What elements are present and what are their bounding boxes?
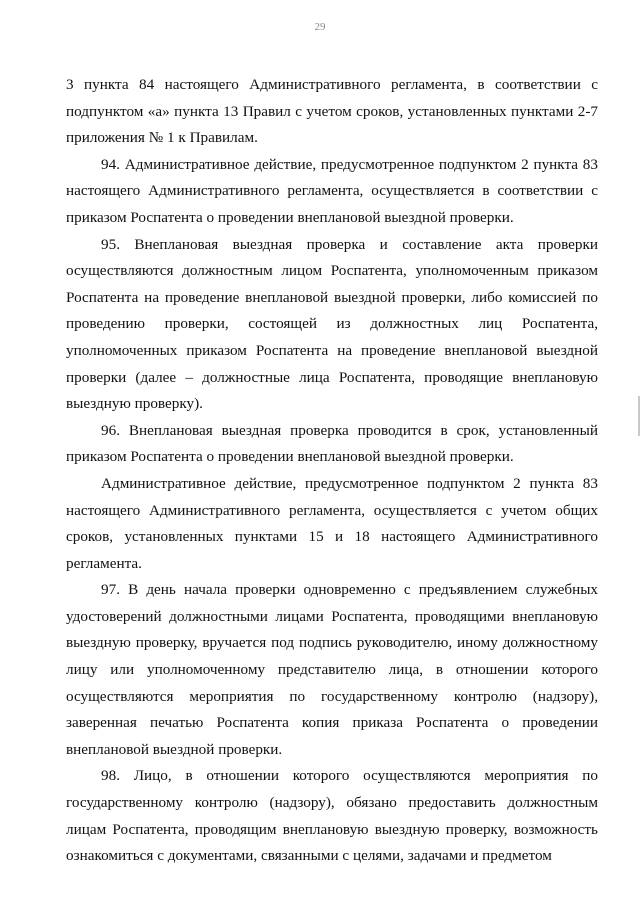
paragraph-number: 95. <box>101 235 120 253</box>
paragraph-text: В день начала проверки одновременно с предъявлением служебных удостоверений должностными лицами Роспатента, проводящими внеплановую выездную проверку, вручается под подпись руководителю, иному должностному лицу или уполномоченному представителю лица, в отношении которого осуществляются мероприятия по государственному контролю (надзору), заверенная печатью Роспатента копия приказа Роспатента о проведении внеплановой выездной проверки. <box>66 581 598 758</box>
document-body <box>66 72 598 870</box>
paragraph-text: 3 пункта 84 настоящего Административного регламента, в соответствии с подпунктом «а» пункта 13 Правил с учетом сроков, установленных пунктами 2-7 приложения № 1 к Правилам. <box>66 76 598 147</box>
paragraph-94 <box>66 152 598 232</box>
paragraph-number: 97. <box>101 581 120 599</box>
paragraph-96 <box>66 418 598 471</box>
paragraph-text: Административное действие, предусмотренное подпунктом 2 пункта 83 настоящего Административного регламента, осуществляется с учетом общих сроков, установленных пунктами 15 и 18 настоящего Административного регламента. <box>66 474 598 572</box>
paragraph-number: 96. <box>101 421 120 439</box>
paragraph-96-continuation <box>66 471 598 577</box>
paragraph-number: 98. <box>101 767 120 785</box>
paragraph-97 <box>66 577 598 763</box>
paragraph-text: Внеплановая выездная проверка проводится в срок, установленный приказом Роспатента о проведении внеплановой выездной проверки. <box>66 421 599 466</box>
paragraph-text: Внеплановая выездная проверка и составление акта проверки осуществляются должностным лицом Роспатента, уполномоченным приказом Роспатента на проведение внеплановой выездной проверки, либо комиссией по проведению проверки, состоящей из должностных лиц Роспатента, уполномоченных приказом Роспатента на проведение внеплановой выездной проверки (далее – должностные лица Роспатента, проводящие внеплановую выездную проверку). <box>66 235 599 413</box>
paragraph-95 <box>66 232 598 418</box>
paragraph-text: Лицо, в отношении которого осуществляются мероприятия по государственному контролю (надзору), обязано предоставить должностным лицам Роспатента, проводящим внеплановую выездную проверку, возможность ознакомиться с документами, связанными с целями, задачами и предметом <box>66 767 599 865</box>
paragraph-98 <box>66 763 598 869</box>
page-number: 29 <box>314 21 326 33</box>
paragraph-number: 94. <box>101 155 120 173</box>
paragraph-text: Административное действие, предусмотренное подпунктом 2 пункта 83 настоящего Административного регламента, осуществляется в соответствии с приказом Роспатента о проведении внеплановой выездной проверки. <box>66 155 598 226</box>
paragraph-continuation <box>66 72 598 152</box>
